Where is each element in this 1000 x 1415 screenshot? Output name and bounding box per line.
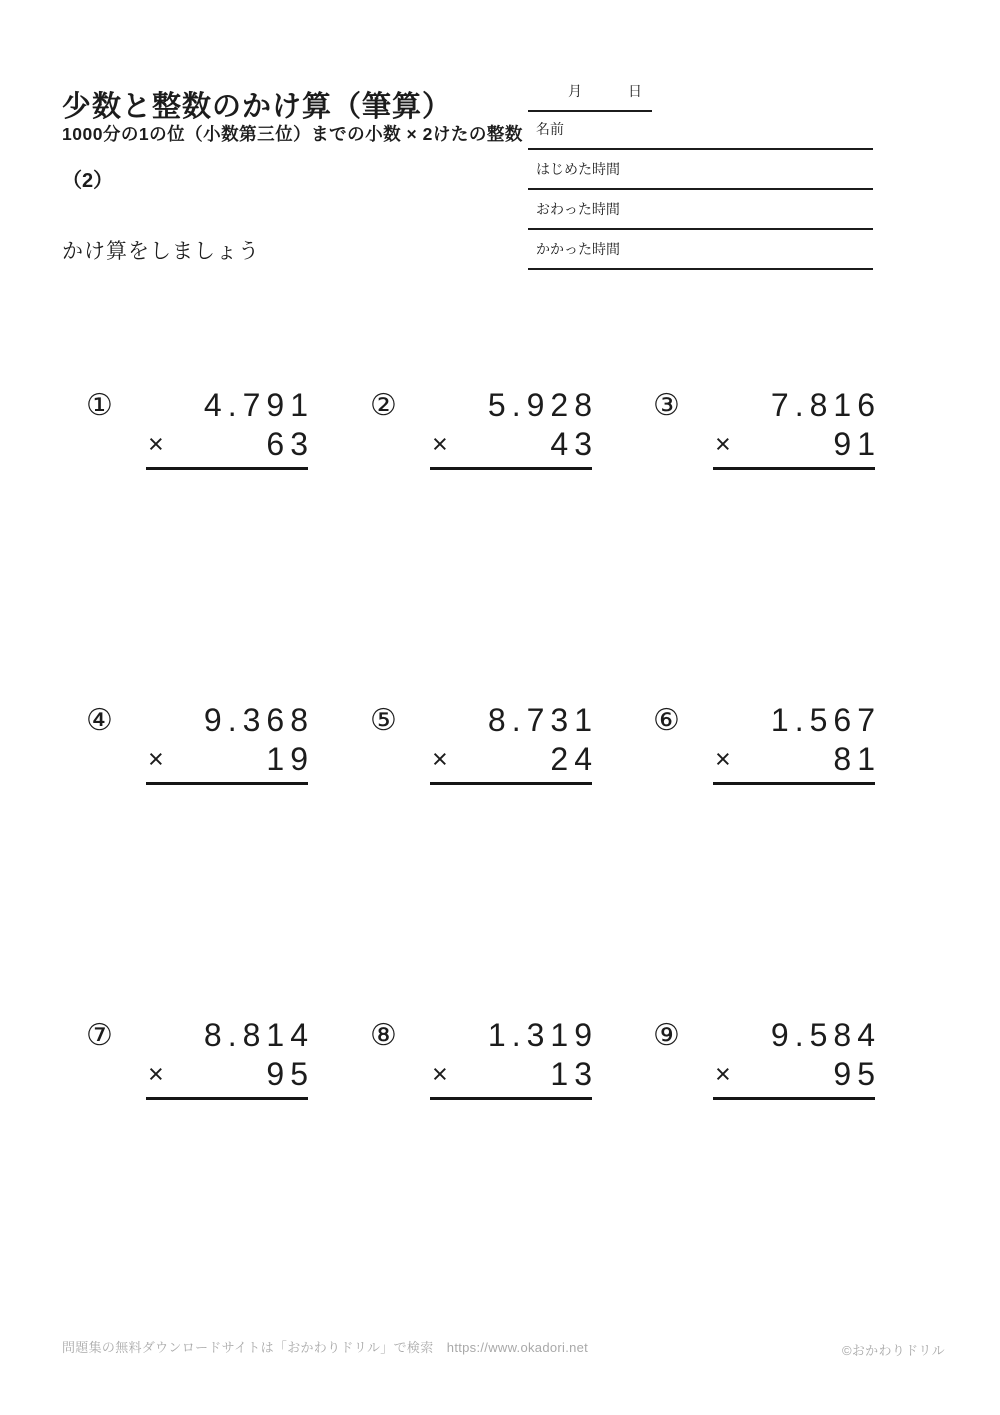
problem-number: ② — [370, 389, 397, 422]
multiplier: 43 — [550, 426, 598, 462]
calc-block — [430, 386, 598, 470]
page-title: 少数と整数のかけ算（筆算） — [62, 91, 453, 124]
multiplicand: 9.584 — [770, 1017, 881, 1053]
multiplication-sign: × — [148, 744, 164, 774]
multiplicand: 5.928 — [487, 387, 598, 423]
problem-8 — [370, 1016, 598, 1100]
problem-number: ⑨ — [653, 1019, 680, 1052]
calc-block — [430, 1016, 598, 1100]
multiplicand: 7.816 — [770, 387, 881, 423]
problem-7 — [86, 1016, 314, 1100]
day-label: 日 — [628, 83, 642, 99]
multiplier: 19 — [266, 741, 314, 777]
multiplier: 13 — [550, 1056, 598, 1092]
multiplier: 95 — [833, 1056, 881, 1092]
problem-number: ④ — [86, 704, 113, 737]
multiplication-sign: × — [715, 429, 731, 459]
problem-number: ⑤ — [370, 704, 397, 737]
multiplier: 95 — [266, 1056, 314, 1092]
name-label: 名前 — [536, 121, 564, 137]
calc-block — [146, 386, 314, 470]
instruction-text: かけ算をしましょう — [62, 240, 260, 263]
problem-number: ① — [86, 389, 113, 422]
multiplication-sign: × — [432, 744, 448, 774]
calc-block — [146, 701, 314, 785]
multiplicand: 8.814 — [203, 1017, 314, 1053]
multiplication-sign: × — [432, 1059, 448, 1089]
elapsed-time-label: かかった時間 — [536, 241, 620, 257]
problem-9 — [653, 1016, 881, 1100]
calc-block — [713, 386, 881, 470]
problem-number: ⑦ — [86, 1019, 113, 1052]
info-form — [528, 110, 873, 270]
footer-copyright: ©おかわりドリル — [842, 1343, 945, 1358]
problem-2 — [370, 386, 598, 470]
multiplicand: 1.319 — [487, 1017, 598, 1053]
calc-block — [713, 1016, 881, 1100]
multiplication-sign: × — [715, 744, 731, 774]
footer-site-info: 問題集の無料ダウンロードサイトは「おかわりドリル」で検索 https://www.okadori.net — [62, 1340, 589, 1355]
start-time-label: はじめた時間 — [536, 161, 620, 177]
problem-3 — [653, 386, 881, 470]
multiplier: 81 — [833, 741, 881, 777]
end-time-field — [528, 190, 873, 230]
month-label: 月 — [568, 83, 582, 99]
elapsed-time-field — [528, 230, 873, 270]
start-time-field — [528, 150, 873, 190]
multiplicand: 1.567 — [770, 702, 881, 738]
date-field — [528, 80, 652, 112]
page-subtitle: 1000分の1の位（小数第三位）までの小数 × 2けたの整数 — [62, 124, 523, 144]
multiplicand: 8.731 — [487, 702, 598, 738]
multiplier: 63 — [266, 426, 314, 462]
problem-5 — [370, 701, 598, 785]
problem-number: ⑧ — [370, 1019, 397, 1052]
multiplication-sign: × — [148, 429, 164, 459]
multiplier: 91 — [833, 426, 881, 462]
multiplicand: 9.368 — [203, 702, 314, 738]
multiplication-sign: × — [715, 1059, 731, 1089]
problem-4 — [86, 701, 314, 785]
multiplication-sign: × — [432, 429, 448, 459]
multiplication-sign: × — [148, 1059, 164, 1089]
multiplier: 24 — [550, 741, 598, 777]
problem-number: ⑥ — [653, 704, 680, 737]
calc-block — [146, 1016, 314, 1100]
calc-block — [430, 701, 598, 785]
sheet-number: （2） — [62, 170, 114, 192]
end-time-label: おわった時間 — [536, 201, 620, 217]
problem-number: ③ — [653, 389, 680, 422]
problem-1 — [86, 386, 314, 470]
calc-block — [713, 701, 881, 785]
name-field — [528, 110, 873, 150]
problem-6 — [653, 701, 881, 785]
multiplicand: 4.791 — [203, 387, 314, 423]
